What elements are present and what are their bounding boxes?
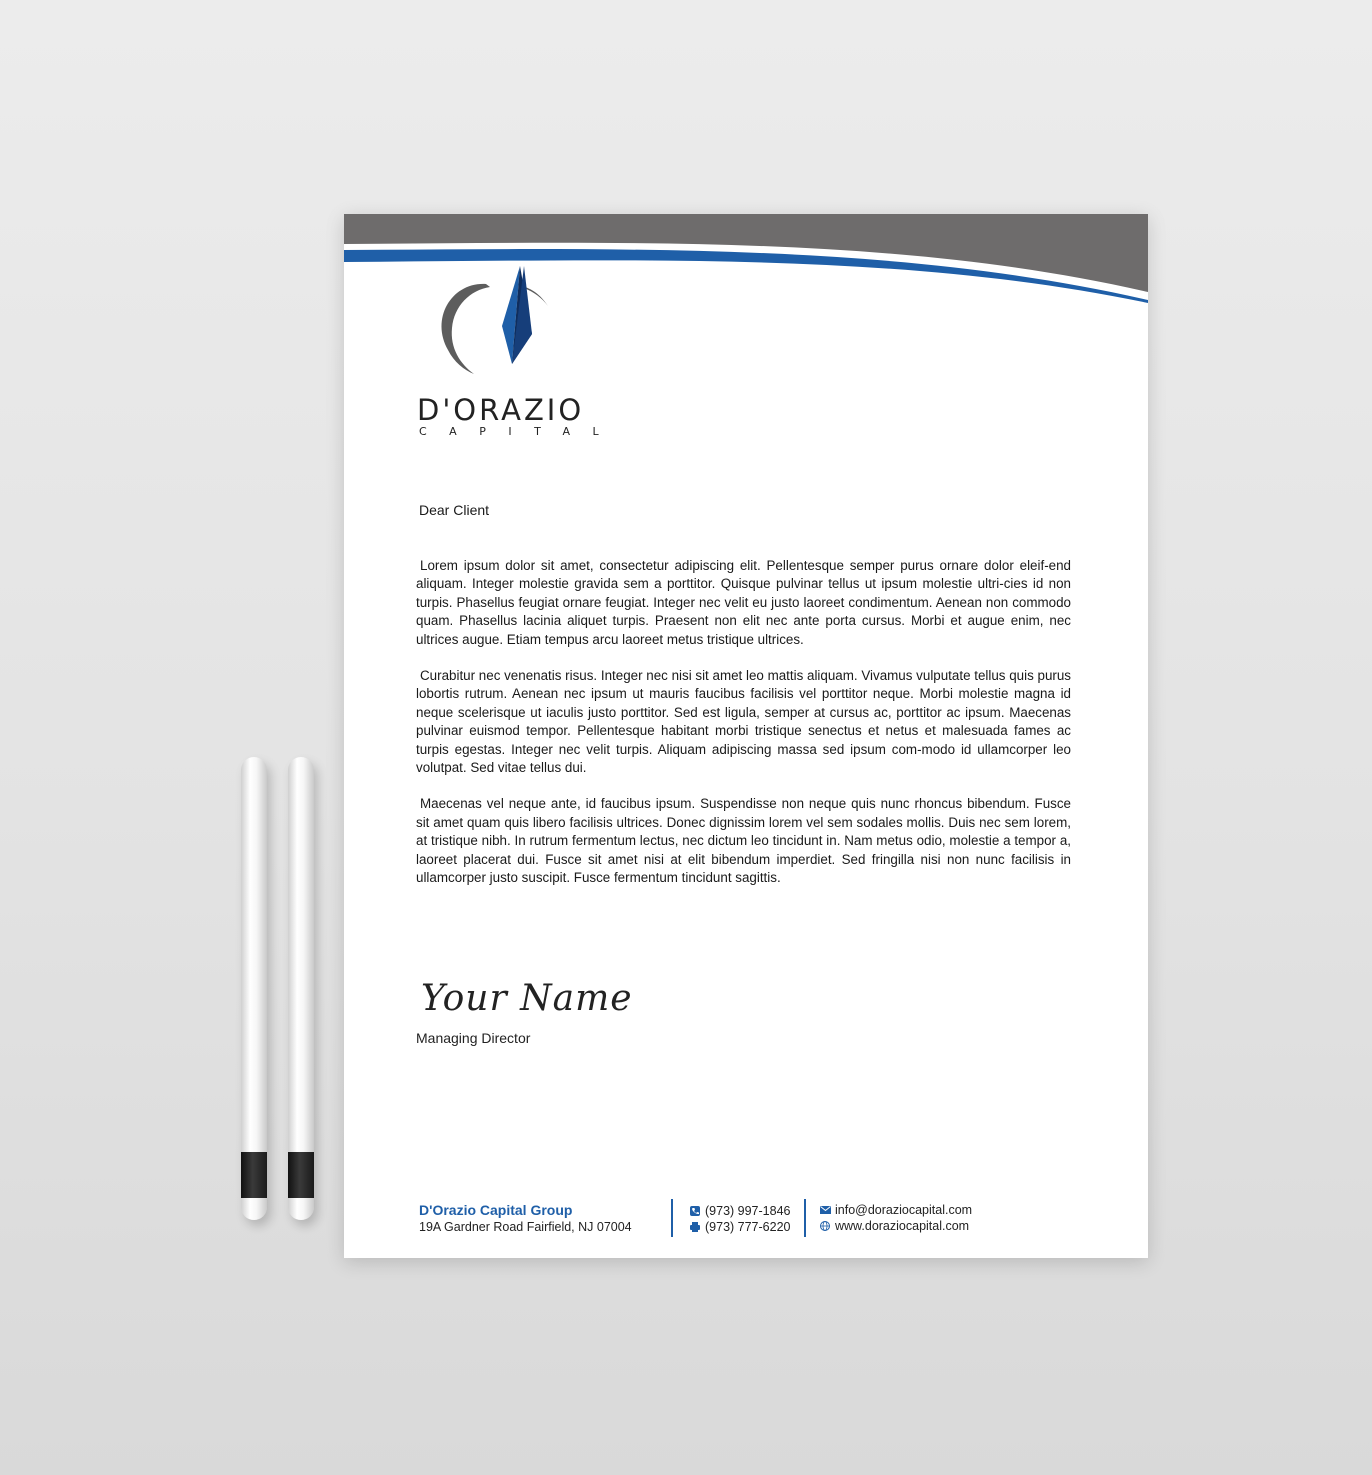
footer-company: D'Orazio Capital Group — [419, 1202, 573, 1218]
phone-icon — [690, 1206, 700, 1216]
pen-band — [241, 1152, 267, 1198]
paragraph: Lorem ipsum dolor sit amet, consectetur adipiscing elit. Pellentesque semper purus ornare dolor eleif-end aliquam. Integer molestie gravida sem a porttitor. Quisque pulvinar tellus ut ipsum molestie ultri-cies id non turpis. Phasellus feugiat ornare feugiat. Integer nec velit eu justo laoreet condimentum. Aenean non commodo quam. Phasellus lacinia aliquet turpis. Praesent non elit nec ante porta cursus. Morbi et augue enim, nec ultrices augue. Etiam tempus arcu laoreet metus tristique ultrices. — [416, 558, 1071, 647]
email-icon — [820, 1206, 831, 1214]
footer-website[interactable]: www.doraziocapital.com — [835, 1219, 970, 1233]
pen-band — [288, 1152, 314, 1198]
fax-icon — [690, 1222, 700, 1232]
signer-title: Managing Director — [416, 1030, 531, 1046]
paragraph: Maecenas vel neque ante, id faucibus ipsum. Suspendisse non neque quis nunc rhoncus bibendum. Fusce sit amet quam quis libero facilisis ultrices. Donec dignissim lorem vel sem sodales mollis. Duis nec sem lorem, at tristique nibh. In rutrum fermentum lectus, nec dictum leo tincidunt in. Nam metus odio, molestie a tempor a, laoreet placerat dui. Fusce sit amet nisi at elit bibendum imperdiet. Sed fringilla nisi non nunc facilisis in ullamcorper justo suscipit. Fusce fermentum tincidunt sagittis. — [416, 796, 1071, 886]
footer-divider — [804, 1199, 806, 1237]
company-logo — [412, 260, 582, 390]
footer-phone: (973) 997-1846 — [705, 1204, 791, 1218]
paragraph: Curabitur nec venenatis risus. Integer nec nisi sit amet leo mattis aliquam. Vivamus vulputate tellus quis purus lobortis rutrum. Aenean nec ipsum ut mauris faucibus facilisis vel porttitor neque. Morbi molestie magna id neque scelerisque ut iaculis justo porttitor. Sed est ligula, semper at cursus ac, porttitor ac ipsum. Maecenas pulvinar euismod tempor. Pellentesque habitant morbi tristique senectus et netus et malesuada fames ac turpis egestas. Integer nec velit turpis. Aliquam adipiscing massa sed ipsum com-modo id ullamcorper leo volutpat. Sed vitae tellus dui. — [416, 668, 1072, 776]
salutation: Dear Client — [419, 502, 490, 518]
pen-right — [288, 757, 314, 1220]
signature: Your Name — [421, 978, 633, 1019]
brand-subtitle: CAPITAL — [419, 425, 622, 438]
globe-icon — [820, 1221, 830, 1231]
brand-name: D'ORAZIO — [417, 393, 585, 427]
letter-body — [416, 557, 1071, 906]
pen-left — [241, 757, 267, 1220]
footer-address: 19A Gardner Road Fairfield, NJ 07004 — [419, 1220, 632, 1234]
letterhead-sheet — [344, 214, 1148, 1258]
footer-fax: (973) 777-6220 — [705, 1220, 791, 1234]
footer-divider — [671, 1199, 673, 1237]
footer — [344, 1197, 1148, 1239]
footer-email[interactable]: info@doraziocapital.com — [835, 1203, 973, 1217]
